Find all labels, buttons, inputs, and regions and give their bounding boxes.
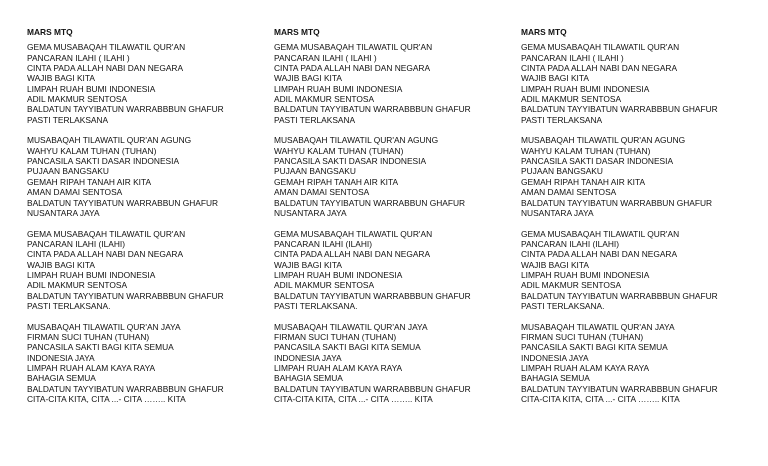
lyric-line: ADIL MAKMUR SENTOSA <box>27 280 128 291</box>
lyric-line: LIMPAH RUAH BUMI INDONESIA <box>521 83 650 94</box>
lyric-line: WAJIB BAGI KITA <box>274 259 342 270</box>
stanza-3 <box>521 229 761 312</box>
stanza-2 <box>27 135 267 218</box>
lyric-line: MUSABAQAH TILAWATIL QUR'AN JAYA <box>521 321 675 332</box>
lyric-line: FIRMAN SUCI TUHAN (TUHAN) <box>274 331 397 342</box>
lyric-line: INDONESIA JAYA <box>274 352 342 363</box>
stanza-1 <box>521 42 761 125</box>
lyric-line: PANCARAN ILAHI (ILAHI) <box>521 238 620 249</box>
lyric-line: PANCARAN ILAHI ( ILAHI ) <box>521 52 624 63</box>
lyric-line: ADIL MAKMUR SENTOSA <box>274 94 375 105</box>
lyric-line: WAJIB BAGI KITA <box>27 73 95 84</box>
lyric-line: GEMAH RIPAH TANAH AIR KITA <box>521 176 646 187</box>
lyric-line: AMAN DAMAI SENTOSA <box>274 187 370 198</box>
lyric-line: GEMAH RIPAH TANAH AIR KITA <box>27 176 152 187</box>
lyric-line: CITA-CITA KITA, CITA ...- CITA …….. KITA <box>274 394 433 405</box>
lyric-line: PANCASILA SAKTI DASAR INDONESIA <box>27 156 180 167</box>
lyric-line: MUSABAQAH TILAWATIL QUR'AN JAYA <box>274 321 428 332</box>
lyric-line: PASTI TERLAKSANA <box>27 114 109 125</box>
song-title: MARS MTQ <box>27 27 73 37</box>
lyric-line: PUJAAN BANGSAKU <box>521 166 603 177</box>
lyric-line: ADIL MAKMUR SENTOSA <box>27 94 128 105</box>
lyric-line: PANCASILA SAKTI BAGI KITA SEMUA <box>521 342 668 353</box>
lyric-line: PUJAAN BANGSAKU <box>274 166 356 177</box>
lyric-line: GEMAH RIPAH TANAH AIR KITA <box>274 176 399 187</box>
stanza-4 <box>521 322 761 405</box>
lyric-line: CITA-CITA KITA, CITA ...- CITA …….. KITA <box>521 394 680 405</box>
lyric-line: LIMPAH RUAH ALAM KAYA RAYA <box>521 363 650 373</box>
stanza-1 <box>27 42 267 125</box>
lyric-line: AMAN DAMAI SENTOSA <box>521 187 617 198</box>
lyric-line: BALDATUN TAYYIBATUN WARRABBBUN GHAFUR <box>521 104 718 115</box>
lyric-line: PANCARAN ILAHI (ILAHI) <box>27 238 126 249</box>
lyric-line: BAHAGIA SEMUA <box>27 373 96 384</box>
lyric-line: NUSANTARA JAYA <box>521 207 594 218</box>
lyric-line: ADIL MAKMUR SENTOSA <box>521 94 622 105</box>
lyric-line: GEMA MUSABAQAH TILAWATIL QUR'AN <box>521 42 680 53</box>
lyric-line: ADIL MAKMUR SENTOSA <box>274 280 375 291</box>
lyric-line: PANCASILA SAKTI BAGI KITA SEMUA <box>27 342 174 353</box>
lyric-line: PUJAAN BANGSAKU <box>27 166 109 177</box>
lyric-line: GEMA MUSABAQAH TILAWATIL QUR'AN <box>521 228 680 239</box>
lyric-line: CINTA PADA ALLAH NABI DAN NEGARA <box>521 63 678 74</box>
lyric-line: GEMA MUSABAQAH TILAWATIL QUR'AN <box>27 228 186 239</box>
lyric-line: LIMPAH RUAH BUMI INDONESIA <box>521 269 650 280</box>
lyric-line: PANCASILA SAKTI BAGI KITA SEMUA <box>274 342 421 353</box>
lyric-line: BAHAGIA SEMUA <box>274 373 343 384</box>
lyric-line: CINTA PADA ALLAH NABI DAN NEGARA <box>274 63 431 74</box>
song-title: MARS MTQ <box>274 27 320 37</box>
lyric-line: BALDATUN TAYYIBATUN WARRABBBUN GHAFUR <box>27 104 224 115</box>
lyric-line: PANCASILA SAKTI DASAR INDONESIA <box>274 156 427 167</box>
lyric-line: PANCARAN ILAHI (ILAHI) <box>274 238 373 249</box>
lyric-line: ADIL MAKMUR SENTOSA <box>521 280 622 291</box>
lyric-line: BALDATUN TAYYIBATUN WARRABBUN GHAFUR <box>27 197 219 208</box>
lyric-line: BALDATUN TAYYIBATUN WARRABBBUN GHAFUR <box>274 104 471 115</box>
lyric-line: NUSANTARA JAYA <box>274 207 347 218</box>
lyric-line: LIMPAH RUAH BUMI INDONESIA <box>274 269 403 280</box>
lyric-line: PASTI TERLAKSANA <box>521 114 603 125</box>
lyric-line: BALDATUN TAYYIBATUN WARRABBBUN GHAFUR <box>521 290 718 301</box>
lyric-line: INDONESIA JAYA <box>27 352 95 363</box>
lyric-line: BALDATUN TAYYIBATUN WARRABBBUN GHAFUR <box>274 383 471 394</box>
lyric-line: LIMPAH RUAH BUMI INDONESIA <box>274 83 403 94</box>
lyric-line: LIMPAH RUAH ALAM KAYA RAYA <box>27 363 156 373</box>
lyric-line: PASTI TERLAKSANA. <box>27 300 111 311</box>
stanza-3 <box>274 229 514 312</box>
lyric-line: CINTA PADA ALLAH NABI DAN NEGARA <box>274 249 431 260</box>
lyric-line: FIRMAN SUCI TUHAN (TUHAN) <box>27 331 150 342</box>
lyric-line: WAHYU KALAM TUHAN (TUHAN) <box>521 145 651 156</box>
stanza-3 <box>27 229 267 312</box>
lyric-line: GEMA MUSABAQAH TILAWATIL QUR'AN <box>274 42 433 53</box>
lyric-line: MUSABAQAH TILAWATIL QUR'AN AGUNG <box>521 135 686 146</box>
stanza-4 <box>27 322 267 405</box>
lyric-line: WAJIB BAGI KITA <box>521 259 589 270</box>
stanza-1 <box>274 42 514 125</box>
lyric-line: BALDATUN TAYYIBATUN WARRABBUN GHAFUR <box>521 197 713 208</box>
lyric-line: GEMA MUSABAQAH TILAWATIL QUR'AN <box>274 228 433 239</box>
lyric-line: BALDATUN TAYYIBATUN WARRABBBUN GHAFUR <box>27 290 224 301</box>
song-title: MARS MTQ <box>521 27 567 37</box>
lyric-line: CINTA PADA ALLAH NABI DAN NEGARA <box>27 249 184 260</box>
lyric-line: BALDATUN TAYYIBATUN WARRABBBUN GHAFUR <box>27 383 224 394</box>
lyric-line: BALDATUN TAYYIBATUN WARRABBBUN GHAFUR <box>521 383 718 394</box>
lyric-line: LIMPAH RUAH BUMI INDONESIA <box>27 83 156 94</box>
lyric-line: GEMA MUSABAQAH TILAWATIL QUR'AN <box>27 42 186 53</box>
lyric-line: CITA-CITA KITA, CITA ...- CITA …….. KITA <box>27 394 186 405</box>
lyric-line: LIMPAH RUAH BUMI INDONESIA <box>27 269 156 280</box>
lyric-line: BALDATUN TAYYIBATUN WARRABBUN GHAFUR <box>274 197 466 208</box>
lyric-line: CINTA PADA ALLAH NABI DAN NEGARA <box>27 63 184 74</box>
lyric-line: WAJIB BAGI KITA <box>274 73 342 84</box>
lyrics-column-2 <box>274 27 514 404</box>
lyric-line: PANCARAN ILAHI ( ILAHI ) <box>27 52 130 63</box>
stanza-2 <box>521 135 761 218</box>
stanza-2 <box>274 135 514 218</box>
lyric-line: MUSABAQAH TILAWATIL QUR'AN AGUNG <box>27 135 192 146</box>
lyric-line: BAHAGIA SEMUA <box>521 373 590 384</box>
lyric-line: LIMPAH RUAH ALAM KAYA RAYA <box>274 363 403 373</box>
lyrics-column-3 <box>521 27 761 404</box>
lyric-line: INDONESIA JAYA <box>521 352 589 363</box>
lyric-line: WAJIB BAGI KITA <box>27 259 95 270</box>
lyric-line: BALDATUN TAYYIBATUN WARRABBBUN GHAFUR <box>274 290 471 301</box>
lyric-line: MUSABAQAH TILAWATIL QUR'AN JAYA <box>27 321 181 332</box>
lyric-line: PASTI TERLAKSANA <box>274 114 356 125</box>
lyric-line: AMAN DAMAI SENTOSA <box>27 187 123 198</box>
lyric-line: MUSABAQAH TILAWATIL QUR'AN AGUNG <box>274 135 439 146</box>
lyric-line: PASTI TERLAKSANA. <box>274 300 358 311</box>
stanza-4 <box>274 322 514 405</box>
lyric-line: PANCASILA SAKTI DASAR INDONESIA <box>521 156 674 167</box>
lyrics-column-1 <box>27 27 267 404</box>
lyric-line: WAJIB BAGI KITA <box>521 73 589 84</box>
lyric-line: FIRMAN SUCI TUHAN (TUHAN) <box>521 331 644 342</box>
lyric-line: WAHYU KALAM TUHAN (TUHAN) <box>274 145 404 156</box>
lyric-line: CINTA PADA ALLAH NABI DAN NEGARA <box>521 249 678 260</box>
lyric-line: PANCARAN ILAHI ( ILAHI ) <box>274 52 377 63</box>
lyric-line: WAHYU KALAM TUHAN (TUHAN) <box>27 145 157 156</box>
lyric-line: NUSANTARA JAYA <box>27 207 100 218</box>
lyric-line: PASTI TERLAKSANA. <box>521 300 605 311</box>
